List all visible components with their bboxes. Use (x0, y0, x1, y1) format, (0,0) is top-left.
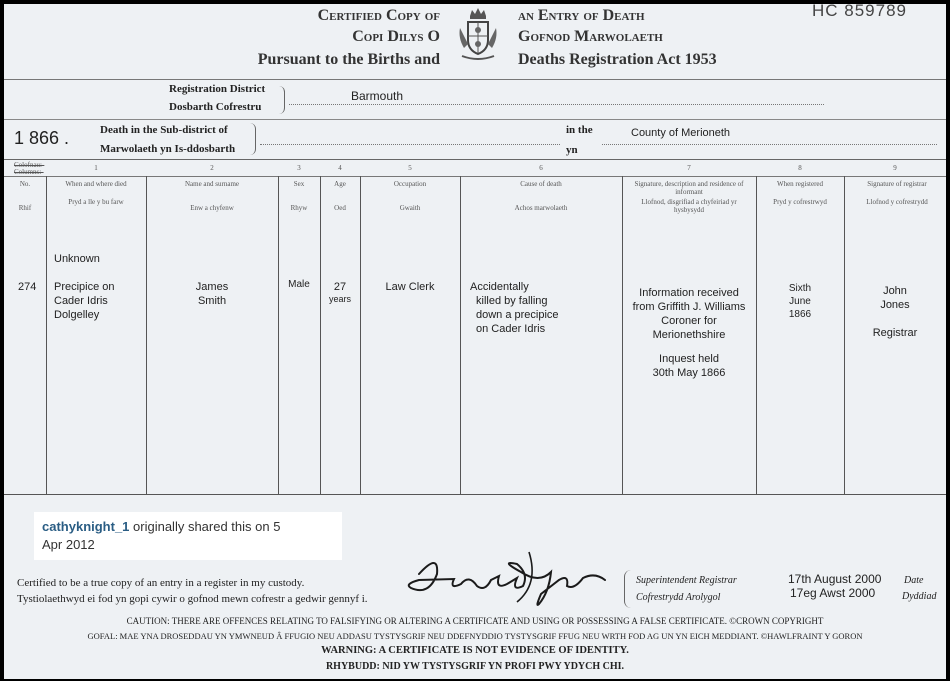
share-caption (34, 512, 342, 560)
death-certificate (4, 4, 946, 679)
in-the-cy: yn (566, 144, 578, 156)
column-header-6-en: Cause of death (520, 180, 562, 188)
age-unit: years (328, 294, 351, 304)
column-header-4-cy: Oed (334, 204, 346, 212)
informant-line: Merionethshire (652, 329, 726, 341)
column-header-7-en: Signature, description and residence of informant (634, 180, 744, 196)
columns-label-cy: Colofnau:- (14, 161, 45, 169)
registrar-signature (399, 544, 614, 614)
inquest-line: Inquest held (659, 353, 719, 365)
header-right-line1: an Entry of Death (518, 7, 645, 24)
column-number-9: 9 (893, 164, 897, 172)
certified-en: Certified to be a true copy of an entry in a register in my custody. (17, 577, 305, 589)
subdistrict-label-en: Death in the Sub-district of (100, 124, 228, 136)
share-user-link[interactable]: cathyknight_1 (42, 519, 130, 534)
county-value: County of Merioneth (631, 127, 731, 139)
columns-label-en: Columns:- (14, 168, 44, 176)
column-header-3-en: Sex (293, 180, 305, 188)
column-header-2-en: Name and surname (184, 180, 240, 188)
column-header-1-en: When and where died (65, 180, 127, 188)
header-right-line2: Gofnod Marwolaeth (518, 28, 663, 45)
cause-line: on Cader Idris (476, 323, 546, 335)
in-the-en: in the (566, 124, 593, 136)
inquest-line: 30th May 1866 (652, 367, 726, 379)
certified-cy: Tystiolaethwyd ei fod yn gopi cywir o gofnod mewn cofrestr a gedwir gennyf i. (17, 593, 368, 605)
entry-informant (622, 286, 756, 380)
entry-sex: Male (288, 279, 310, 290)
entry-cause (470, 280, 559, 336)
column-number-6: 6 (539, 164, 543, 172)
entry-name (154, 280, 270, 308)
date-en: 17th August 2000 (788, 572, 882, 586)
entry-registrar (844, 284, 946, 340)
column-number-2: 2 (210, 164, 214, 172)
entry-number: 274 (18, 281, 37, 293)
cause-line: killed by falling (476, 295, 548, 307)
district-value: Barmouth (351, 89, 404, 103)
date-label-en: Date (904, 575, 924, 586)
informant-line: from Griffith J. Williams (632, 301, 746, 313)
column-header-no-en: No. (19, 180, 31, 188)
registrar-line: John (883, 285, 907, 297)
registered-line: 1866 (788, 309, 812, 320)
when-where-line: Dolgelley (54, 309, 100, 321)
name-line: James (195, 281, 229, 293)
role-cy: Cofrestrydd Arolygol (636, 592, 721, 603)
role-en: Superintendent Registrar (636, 575, 737, 586)
column-number-1: 1 (94, 164, 98, 172)
district-label-en: Registration District (169, 83, 266, 95)
when-where-line: Unknown (54, 253, 100, 265)
when-where-line: Precipice on (54, 281, 115, 293)
column-header-1-cy: Pryd a lle y bu farw (68, 198, 124, 206)
column-number-4: 4 (338, 164, 342, 172)
column-header-8-cy: Pryd y cofrestrwyd (773, 198, 827, 206)
column-header-3-cy: Rhyw (290, 204, 308, 212)
entry-occupation: Law Clerk (385, 281, 435, 293)
column-header-5-en: Occupation (393, 180, 427, 188)
share-date: Apr 2012 (42, 537, 95, 552)
caution-en: CAUTION: THERE ARE OFFENCES RELATING TO FALSIFYING OR ALTERING A CERTIFICATE AND USING OR POSSESSING A FALSE CERTIFICATE. ©CROWN COPYRIGHT (126, 616, 824, 626)
column-header-2-cy: Enw a chyfenw (190, 204, 234, 212)
district-label-cy: Dosbarth Cofrestru (169, 101, 262, 113)
column-header-5-cy: Gwaith (399, 204, 421, 212)
caution-cy: GOFAL: MAE YNA DROSEDDAU YN YMWNEUD Â FFUGIO NEU ADDASU TYSTYSGRIF NEU DDEFNYDDIO TYSTYSGRIF FFUG NEU WRTH FOD AG UN YN EICH MEDDIANT. ©HAWLFRAINT Y GORON (87, 631, 863, 641)
informant-line: Information received (639, 287, 739, 299)
registrar-line: Jones (880, 299, 910, 311)
column-number-7: 7 (687, 164, 691, 172)
header-left-line1: Certified Copy of (317, 7, 440, 24)
cause-line: down a precipice (476, 309, 559, 321)
date-cy: 17eg Awst 2000 (790, 586, 876, 600)
crest-icon (454, 6, 502, 70)
header-left-line3: Pursuant to the Births and (257, 51, 440, 68)
column-header-9-en: Signature of registrar (867, 180, 927, 188)
share-text: originally shared this on 5 (129, 519, 281, 534)
column-header-no-cy: Rhif (18, 204, 32, 212)
registered-line: Sixth (788, 283, 812, 294)
column-number-8: 8 (798, 164, 802, 172)
certificate-number: HC 859789 (812, 4, 908, 20)
date-label-cy: Dyddiad (902, 591, 937, 602)
column-header-6-cy: Achos marwolaeth (514, 204, 568, 212)
entry-age (320, 280, 360, 304)
header-right-line3: Deaths Registration Act 1953 (518, 51, 717, 68)
registrar-line: Registrar (872, 327, 918, 339)
age-value: 27 (333, 281, 347, 293)
column-header-9-cy: Llofnod y cofrestrydd (866, 198, 928, 206)
subdistrict-label-cy: Marwolaeth yn Is-ddosbarth (100, 143, 236, 155)
entry-when-where (54, 252, 115, 322)
column-number-5: 5 (408, 164, 412, 172)
header-left-line2: Copi Dilys O (352, 28, 440, 45)
column-header-4-en: Age (334, 180, 346, 188)
column-header-8-en: When registered (776, 180, 824, 188)
entry-registered (756, 282, 844, 321)
column-header-7-cy: Llofnod, disgrifiad a chyfeiriad yr hysbysydd (641, 198, 737, 214)
warning-cy: RHYBUDD: NID YW TYSTYSGRIF YN PROFI PWY YDYCH CHI. (325, 661, 625, 672)
registration-year: 1 866 . (14, 128, 70, 148)
cause-line: Accidentally (470, 281, 529, 293)
warning-en: WARNING: A CERTIFICATE IS NOT EVIDENCE OF IDENTITY. (321, 645, 629, 656)
name-line: Smith (197, 295, 227, 307)
informant-line: Coroner for (661, 315, 717, 327)
registered-line: June (789, 296, 811, 307)
when-where-line: Cader Idris (54, 295, 108, 307)
column-number-3: 3 (297, 164, 301, 172)
